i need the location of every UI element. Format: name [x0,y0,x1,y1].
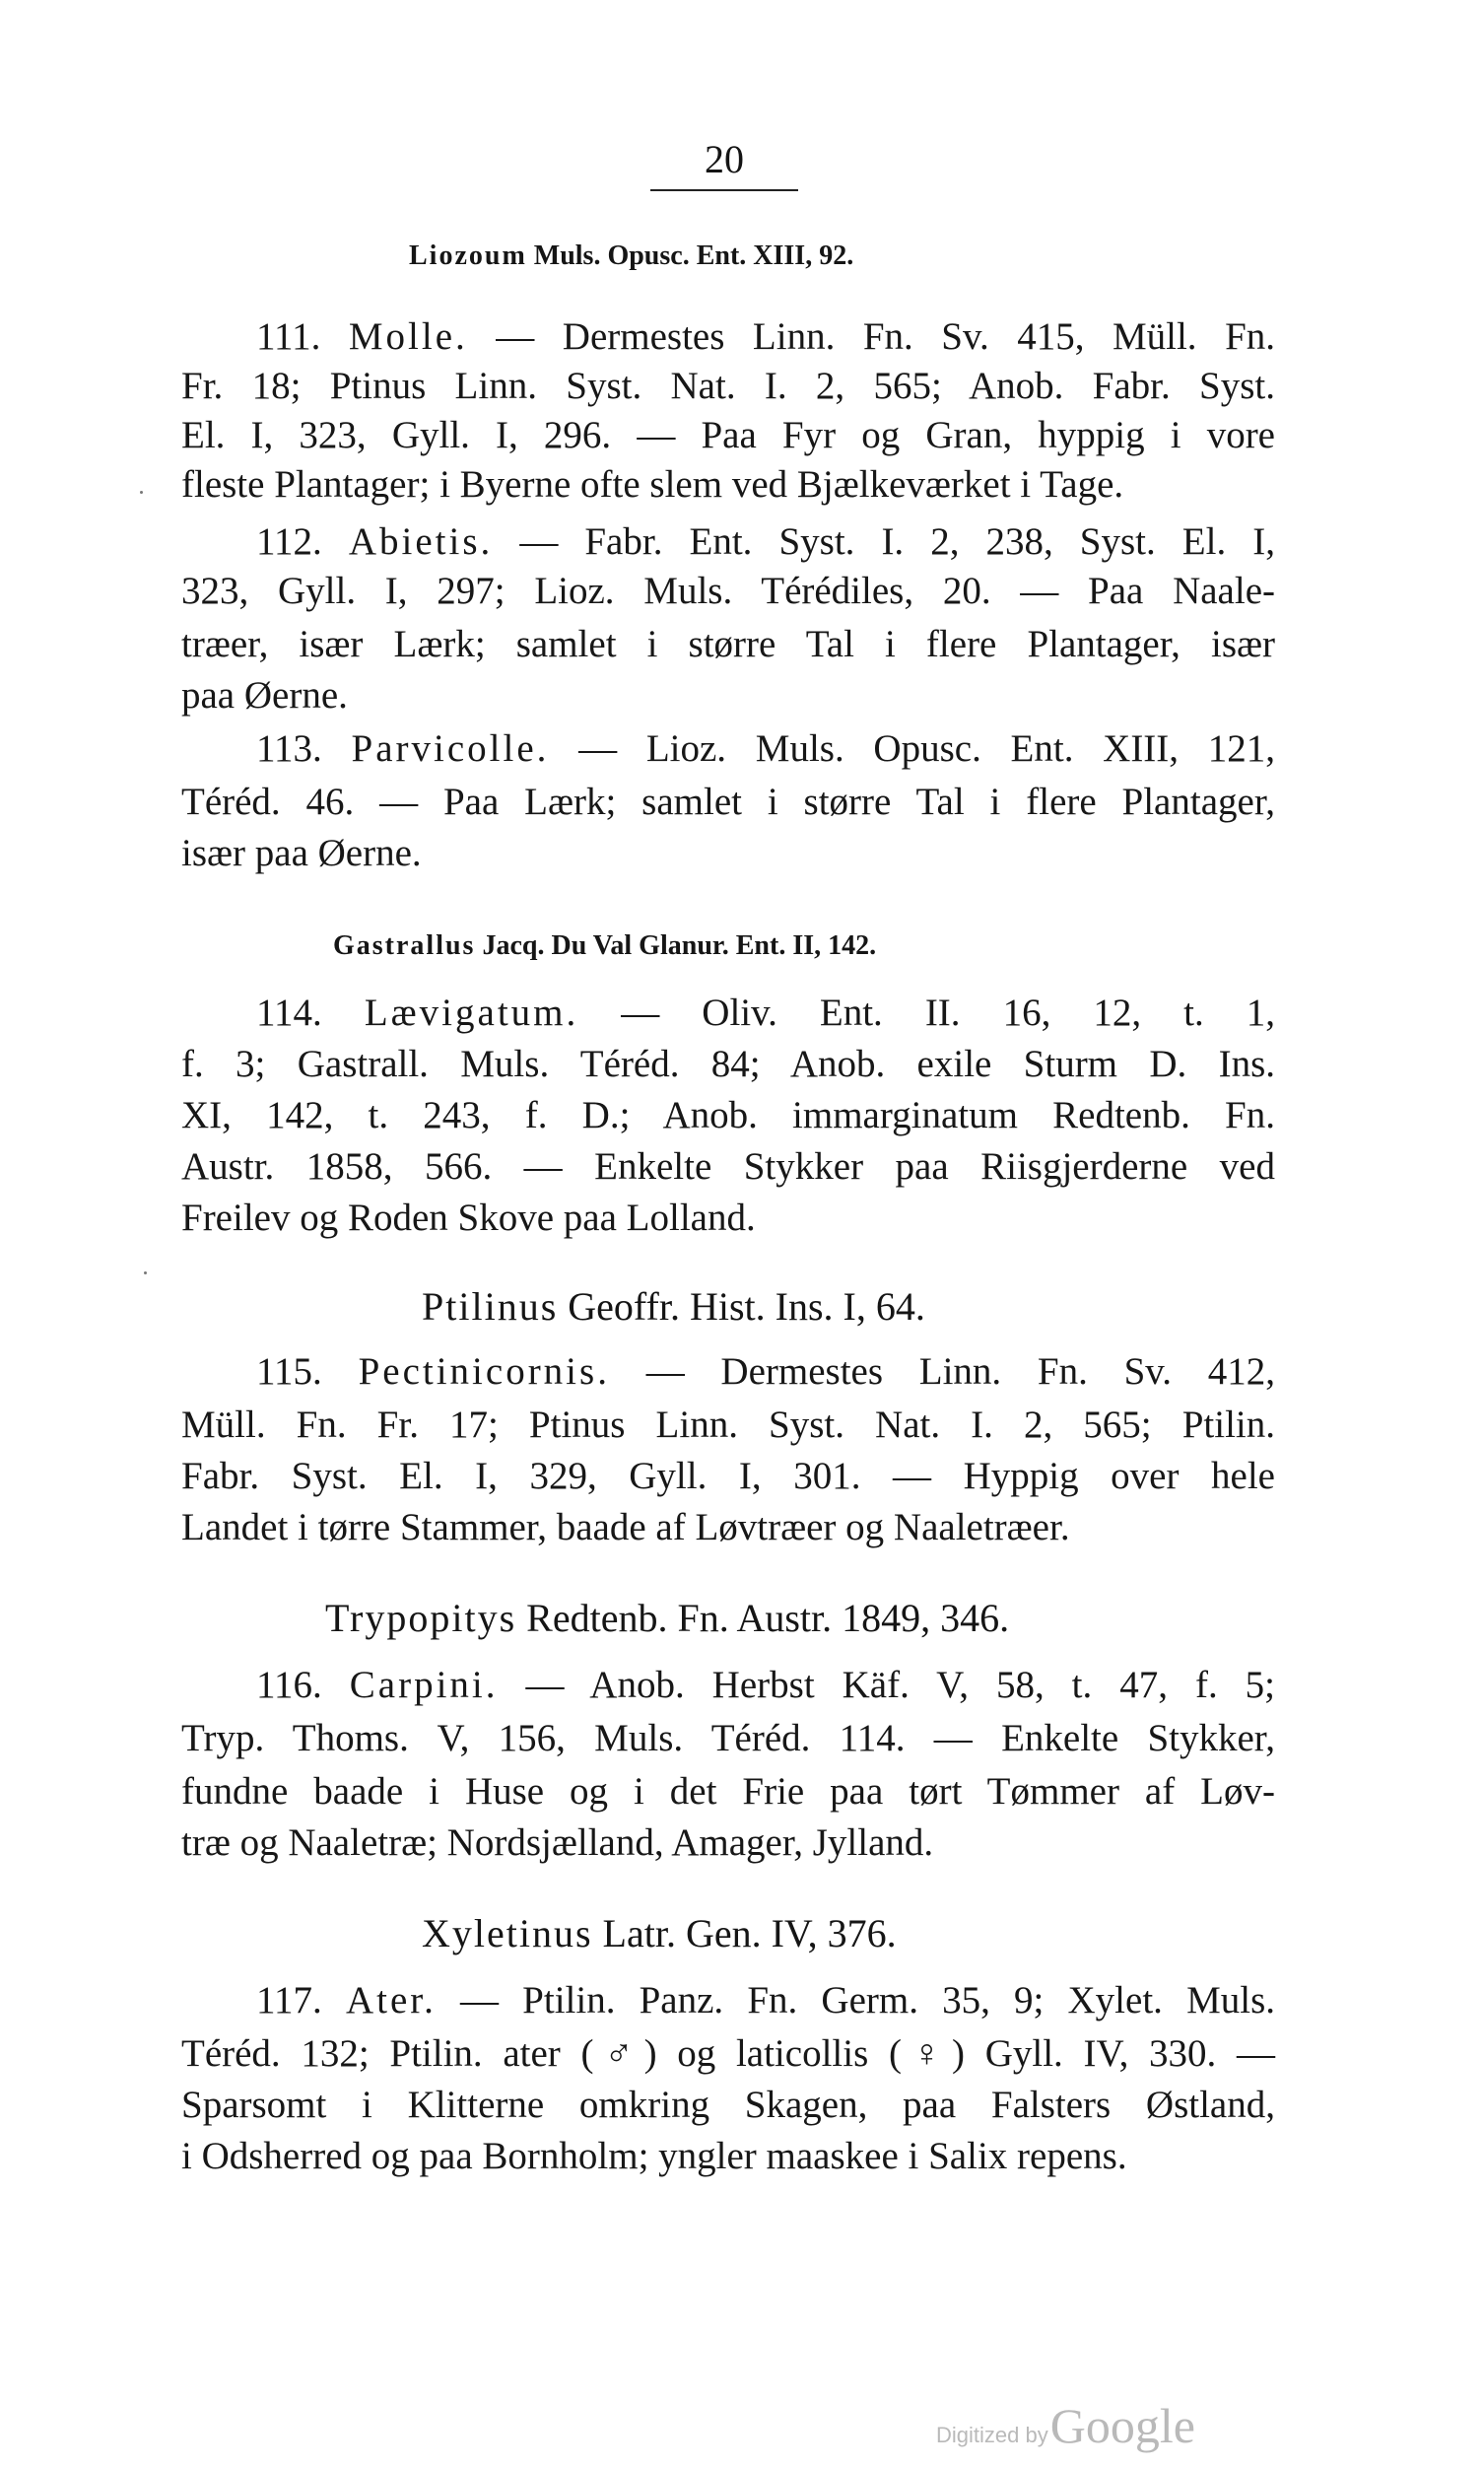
genus-reference: Muls. Opusc. Ent. XIII, 92. [526,240,854,271]
entry-number: 117. [256,1979,322,2022]
genus-heading-gastrallus [333,928,876,964]
species-name: Pectinicornis. [358,1350,610,1393]
species-name: Parvicolle. [351,727,550,770]
genus-heading-ptilinus [422,1283,925,1331]
genus-heading-xyletinus [422,1910,897,1957]
entry-text: — Dermestes Linn. Fn. Sv. 412, [609,1350,1275,1393]
entry-116-line-3: fundne baade i Huse og i det Frie paa tørt Tømmer af Løv- [181,1770,1275,1813]
genus-name: Liozoum [409,240,527,271]
entry-115-line-1 [256,1348,1275,1396]
entry-116-line-1 [256,1662,1275,1709]
entry-text: — Anob. Herbst Käf. V, 58, t. 47, f. 5; [498,1664,1275,1706]
entry-115-line-2: Müll. Fn. Fr. 17; Ptinus Linn. Syst. Nat. I. 2, 565; Ptilin. [181,1404,1275,1446]
genus-name: Ptilinus [422,1284,559,1329]
entry-116-line-2: Tryp. Thoms. V, 156, Muls. Téréd. 114. — Enkelte Stykker, [181,1717,1275,1759]
species-name: Abietis. [348,520,494,563]
genus-reference: Latr. Gen. IV, 376. [592,1911,897,1955]
entry-111-line-1 [256,313,1275,361]
digitized-by-watermark [936,2397,1195,2454]
entry-114-line-5: Freilev og Roden Skove paa Lolland. [181,1197,756,1239]
entry-114-line-3: XI, 142, t. 243, f. D.; Anob. immarginatum Redtenb. Fn. [181,1094,1275,1136]
entry-113-line-3: især paa Øerne. [181,832,422,874]
genus-heading-trypopitys [325,1595,1009,1642]
entry-number: 116. [256,1664,322,1706]
entry-114-line-4: Austr. 1858, 566. — Enkelte Stykker paa Riisgjerderne ved [181,1145,1275,1188]
species-name: Lævigatum. [364,992,579,1034]
entry-111-line-4: fleste Plantager; i Byerne ofte slem ved Bjælkeværket i Tage. [181,463,1124,506]
print-speck [144,1271,147,1274]
genus-name: Gastrallus [333,930,476,961]
entry-number: 115. [256,1350,322,1393]
print-speck [140,491,143,494]
genus-reference: Geoffr. Hist. Ins. I, 64. [558,1284,925,1329]
watermark-label: Digitized by [936,2423,1048,2447]
genus-name: Xyletinus [422,1911,593,1955]
genus-reference: Redtenb. Fn. Austr. 1849, 346. [516,1596,1010,1640]
entry-116-line-4: træ og Naaletræ; Nordsjælland, Amager, Jylland. [181,1821,934,1864]
entry-number: 111. [256,315,321,358]
page-number-rule [650,189,798,191]
entry-117-line-4: i Odsherred og paa Bornholm; yngler maaskee i Salix repens. [181,2135,1127,2177]
entry-112-line-4: paa Øerne. [181,674,348,717]
entry-number: 114. [256,992,322,1034]
entry-114-line-1 [256,990,1275,1037]
genus-heading-liozoum [409,239,853,274]
entry-number: 112. [256,520,322,563]
species-name: Ater. [345,1979,437,2022]
entry-113-line-2: Téréd. 46. — Paa Lærk; samlet i større Tal i flere Plantager, [181,781,1275,823]
google-logo: Google [1049,2398,1195,2453]
entry-115-line-3: Fabr. Syst. El. I, 329, Gyll. I, 301. — Hyppig over hele [181,1455,1275,1497]
entry-text: — Oliv. Ent. II. 16, 12, t. 1, [578,992,1275,1034]
entry-117-line-1 [256,1977,1275,2024]
species-name: Carpini. [349,1664,499,1706]
entry-text: — Fabr. Ent. Syst. I. 2, 238, Syst. El. I, [493,520,1275,563]
entry-117-line-2: Téréd. 132; Ptilin. ater (♂) og laticollis (♀) Gyll. IV, 330. — [181,2032,1275,2075]
page-number: 20 [705,137,744,181]
entry-112-line-3: træer, især Lærk; samlet i større Tal i flere Plantager, især [181,623,1275,665]
entry-113-line-1 [256,725,1275,773]
genus-reference: Jacq. Du Val Glanur. Ent. II, 142. [475,930,877,961]
entry-114-line-2: f. 3; Gastrall. Muls. Téréd. 84; Anob. exile Sturm D. Ins. [181,1043,1275,1085]
entry-111-line-3: El. I, 323, Gyll. I, 296. — Paa Fyr og Gran, hyppig i vore [181,414,1275,456]
entry-112-line-1 [256,518,1275,566]
entry-text: — Ptilin. Panz. Fn. Germ. 35, 9; Xylet. Muls. [436,1979,1276,2022]
entry-112-line-2: 323, Gyll. I, 297; Lioz. Muls. Térédiles, 20. — Paa Naale- [181,570,1275,612]
entry-117-line-3: Sparsomt i Klitterne omkring Skagen, paa Falsters Østland, [181,2084,1275,2126]
genus-name: Trypopitys [325,1596,517,1640]
entry-text: — Dermestes Linn. Fn. Sv. 415, Müll. Fn. [467,315,1276,358]
entry-111-line-2: Fr. 18; Ptinus Linn. Syst. Nat. I. 2, 565; Anob. Fabr. Syst. [181,365,1275,407]
entry-115-line-4: Landet i tørre Stammer, baade af Løvtræer og Naaletræer. [181,1506,1070,1548]
species-name: Molle. [348,315,468,358]
entry-text: — Lioz. Muls. Opusc. Ent. XIII, 121, [549,727,1275,770]
entry-number: 113. [256,727,322,770]
